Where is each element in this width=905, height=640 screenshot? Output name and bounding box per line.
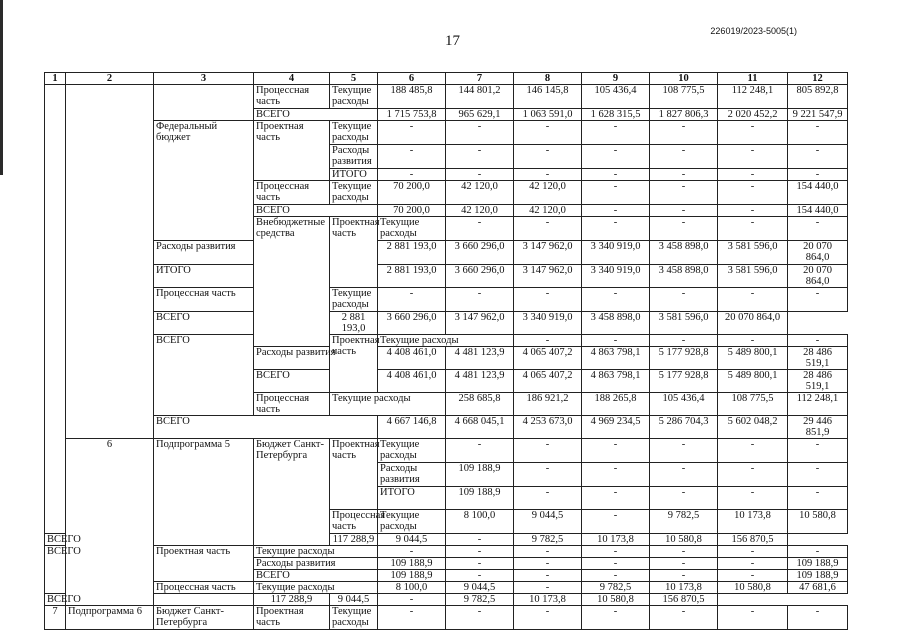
- part-cell: Процессная часть: [154, 288, 254, 312]
- table-row: [45, 85, 848, 109]
- table-row: [45, 241, 848, 265]
- value-cell-col-11: -: [788, 463, 848, 487]
- table-row: [45, 582, 848, 594]
- value-cell-col-7: 4 481 123,9: [446, 370, 514, 393]
- value-cell-col-12: 28 486 519,1: [788, 347, 848, 370]
- value-cell-col-7: -: [446, 169, 514, 181]
- value-cell-col-7: -: [446, 145, 514, 169]
- value-cell-col-8: -: [514, 570, 582, 582]
- part-cell: Проектная часть: [330, 335, 378, 393]
- expense-type-cell: Расходы развития: [154, 241, 254, 265]
- value-cell-col-9: -: [650, 217, 718, 241]
- value-cell-col-11: 10 580,8: [650, 534, 718, 546]
- expense-type-cell: Текущие расходы: [378, 510, 446, 534]
- value-cell-col-11: 2 020 452,2: [718, 109, 788, 121]
- value-cell-col-8: 146 145,8: [514, 85, 582, 109]
- value-cell-col-11: -: [718, 121, 788, 145]
- value-cell-col-7: -: [514, 487, 582, 510]
- value-cell-col-9: 9 782,5: [650, 510, 718, 534]
- value-cell-col-10: -: [718, 217, 788, 241]
- program-cell: ВСЕГО: [154, 335, 254, 416]
- total-label: ВСЕГО: [254, 109, 378, 121]
- value-cell-col-7: -: [446, 606, 514, 630]
- value-cell-col-8: -: [582, 463, 650, 487]
- value-cell-col-8: -: [378, 594, 446, 606]
- value-cell-col-12: -: [788, 121, 848, 145]
- value-cell-col-9: 9 782,5: [514, 534, 582, 546]
- total-label: ВСЕГО: [45, 534, 154, 546]
- value-cell-col-7: -: [514, 439, 582, 463]
- value-cell-col-7: 9 044,5: [330, 594, 378, 606]
- value-cell-col-10: 10 173,8: [718, 510, 788, 534]
- value-cell-col-11: -: [718, 145, 788, 169]
- value-cell-col-8: -: [514, 546, 582, 558]
- value-cell-col-6: 8 100,0: [446, 510, 514, 534]
- value-cell-col-12: 156 870,5: [650, 594, 718, 606]
- header-row: [45, 73, 848, 85]
- value-cell-col-9: 4 863 798,1: [582, 370, 650, 393]
- col-header-7: 7: [446, 73, 514, 85]
- value-cell-col-6: 8 100,0: [378, 582, 446, 594]
- value-cell-col-12: 805 892,8: [788, 85, 848, 109]
- value-cell-col-10: -: [650, 205, 718, 217]
- value-cell-col-7: 42 120,0: [446, 181, 514, 205]
- value-cell-col-6: 2 881 193,0: [378, 265, 446, 288]
- value-cell-col-8: -: [582, 217, 650, 241]
- value-cell-col-9: -: [582, 121, 650, 145]
- value-cell-col-11: -: [718, 181, 788, 205]
- col-header-6: 6: [378, 73, 446, 85]
- value-cell-col-6: 117 288,9: [330, 534, 378, 546]
- row-number-cell: 6: [66, 439, 154, 606]
- value-cell-col-9: 105 436,4: [650, 393, 718, 416]
- value-cell-col-9: 4 969 234,5: [582, 416, 650, 439]
- value-cell-col-9: 4 863 798,1: [582, 347, 650, 370]
- value-cell-col-9: -: [582, 546, 650, 558]
- source-cell: Федеральный бюджет: [154, 121, 254, 241]
- value-cell-col-7: 4 481 123,9: [446, 347, 514, 370]
- value-cell-col-9: -: [582, 145, 650, 169]
- value-cell-col-7: 144 801,2: [446, 85, 514, 109]
- value-cell-col-7: 3 660 296,0: [446, 265, 514, 288]
- value-cell-col-9: 3 340 919,0: [582, 265, 650, 288]
- value-cell-col-10: 5 177 928,8: [650, 370, 718, 393]
- value-cell-col-8: -: [514, 606, 582, 630]
- value-cell-col-10: -: [718, 487, 788, 510]
- value-cell-col-10: 5 177 928,8: [650, 347, 718, 370]
- value-cell-col-9: 3 340 919,0: [582, 241, 650, 265]
- value-cell-col-12: -: [788, 145, 848, 169]
- budget-table: [44, 72, 848, 630]
- total-label: ВСЕГО: [154, 312, 330, 335]
- part-cell: Процессная часть: [254, 85, 330, 109]
- value-cell-col-8: -: [650, 335, 718, 347]
- value-cell-col-6: 4 408 461,0: [378, 347, 446, 370]
- value-cell-col-10: 3 458 898,0: [650, 241, 718, 265]
- value-cell-col-6: -: [378, 288, 446, 312]
- source-cell: [154, 85, 254, 121]
- value-cell-col-9: -: [650, 463, 718, 487]
- value-cell-col-11: 112 248,1: [718, 85, 788, 109]
- program-cell: ВСЕГО: [45, 546, 66, 594]
- value-cell-col-8: -: [514, 121, 582, 145]
- value-cell-col-6: 117 288,9: [254, 594, 330, 606]
- value-cell-col-6: 109 188,9: [446, 463, 514, 487]
- value-cell-col-8: -: [514, 582, 582, 594]
- row-number-cell: [45, 85, 66, 534]
- value-cell-col-12: -: [788, 606, 848, 630]
- value-cell-col-11: -: [718, 546, 788, 558]
- value-cell-col-10: -: [650, 169, 718, 181]
- value-cell-col-10: -: [650, 570, 718, 582]
- value-cell-col-11: 10 580,8: [718, 582, 788, 594]
- source-cell: Бюджет Санкт-Петербурга: [154, 606, 254, 630]
- value-cell-col-8: 188 265,8: [582, 393, 650, 416]
- value-cell-col-8: -: [582, 510, 650, 534]
- value-cell-col-10: -: [650, 606, 718, 630]
- table-row: [45, 606, 848, 630]
- value-cell-col-7: -: [446, 570, 514, 582]
- col-header-10: 10: [650, 73, 718, 85]
- col-header-2: 2: [66, 73, 154, 85]
- value-cell-col-8: 4 065 407,2: [514, 370, 582, 393]
- value-cell-col-11: -: [718, 288, 788, 312]
- total-label: ВСЕГО: [45, 594, 254, 606]
- value-cell-col-12: 109 188,9: [788, 570, 848, 582]
- value-cell-col-6: -: [378, 169, 446, 181]
- part-cell: Процессная часть: [330, 510, 378, 534]
- value-cell-col-11: -: [788, 487, 848, 510]
- part-cell: Проектная часть: [254, 121, 330, 181]
- value-cell-col-7: -: [446, 546, 514, 558]
- value-cell-col-10: -: [650, 121, 718, 145]
- value-cell-col-9: -: [582, 606, 650, 630]
- value-cell-col-9: -: [582, 205, 650, 217]
- value-cell-col-8: -: [582, 439, 650, 463]
- value-cell-col-10: -: [650, 558, 718, 570]
- value-cell-col-6: 2 881 193,0: [330, 312, 378, 335]
- value-cell-col-7: 42 120,0: [446, 205, 514, 217]
- expense-type-cell: Текущие расходы: [254, 582, 378, 594]
- value-cell-col-12: -: [788, 288, 848, 312]
- subtotal-label: ИТОГО: [330, 169, 378, 181]
- page-edge-line: [0, 0, 3, 175]
- value-cell-col-11: 10 580,8: [788, 510, 848, 534]
- value-cell-col-6: -: [378, 121, 446, 145]
- program-cell: Подпрограмма 6: [66, 606, 154, 630]
- part-cell: Проектная часть: [330, 439, 378, 510]
- value-cell-col-6: 109 188,9: [378, 558, 446, 570]
- value-cell-col-6: 4 408 461,0: [378, 370, 446, 393]
- value-cell-col-10: 5 286 704,3: [650, 416, 718, 439]
- value-cell-col-7: -: [514, 217, 582, 241]
- page-number: 17: [445, 33, 460, 49]
- value-cell-col-10: 108 775,5: [650, 85, 718, 109]
- value-cell-col-11: -: [788, 217, 848, 241]
- part-cell: Проектная часть: [330, 217, 378, 288]
- value-cell-col-8: -: [514, 169, 582, 181]
- expense-type-cell: Текущие расходы: [378, 217, 446, 241]
- expense-type-cell: Расходы развития: [254, 347, 378, 370]
- document-id: 226019/2023-5005(1): [710, 26, 797, 36]
- value-cell-col-11: -: [718, 570, 788, 582]
- table-row: [45, 121, 848, 145]
- value-cell-col-7: 4 668 045,1: [446, 416, 514, 439]
- value-cell-col-12: -: [788, 169, 848, 181]
- value-cell-col-11: -: [718, 558, 788, 570]
- value-cell-col-11: 3 581 596,0: [718, 265, 788, 288]
- part-cell: Процессная часть: [254, 393, 330, 416]
- value-cell-col-8: -: [446, 534, 514, 546]
- value-cell-col-9: 1 628 315,5: [582, 109, 650, 121]
- value-cell-col-6: 4 667 146,8: [378, 416, 446, 439]
- part-cell: Процессная часть: [154, 582, 254, 594]
- value-cell-col-11: 3 581 596,0: [650, 312, 718, 335]
- table-row: [45, 312, 848, 335]
- value-cell-col-6: 1 715 753,8: [378, 109, 446, 121]
- value-cell-col-6: -: [446, 217, 514, 241]
- table-row: [45, 288, 848, 312]
- subtotal-label: ИТОГО: [378, 487, 446, 510]
- expense-type-cell: Текущие расходы: [378, 335, 514, 347]
- col-header-9: 9: [582, 73, 650, 85]
- value-cell-col-9: -: [582, 169, 650, 181]
- total-label: ВСЕГО: [254, 370, 378, 393]
- value-cell-col-6: -: [378, 546, 446, 558]
- value-cell-col-10: -: [650, 145, 718, 169]
- value-cell-col-10: -: [650, 288, 718, 312]
- value-cell-col-12: 20 070 864,0: [718, 312, 788, 335]
- value-cell-col-6: 70 200,0: [378, 205, 446, 217]
- value-cell-col-6: 2 881 193,0: [378, 241, 446, 265]
- table-row: [45, 335, 848, 347]
- program-cell: [66, 85, 154, 439]
- value-cell-col-10: 10 173,8: [582, 534, 650, 546]
- expense-type-cell: Расходы развития: [330, 145, 378, 169]
- value-cell-col-8: 3 147 962,0: [446, 312, 514, 335]
- subtotal-label: ИТОГО: [154, 265, 254, 288]
- value-cell-col-6: 109 188,9: [446, 487, 514, 510]
- value-cell-col-9: -: [582, 181, 650, 205]
- value-cell-col-12: 47 681,6: [788, 582, 848, 594]
- value-cell-col-8: -: [582, 487, 650, 510]
- value-cell-col-7: 3 660 296,0: [446, 241, 514, 265]
- value-cell-col-6: 188 485,8: [378, 85, 446, 109]
- value-cell-col-9: 3 340 919,0: [514, 312, 582, 335]
- expense-type-cell: Расходы развития: [254, 558, 378, 570]
- col-header-8: 8: [514, 73, 582, 85]
- value-cell-col-10: -: [650, 546, 718, 558]
- value-cell-col-10: 108 775,5: [718, 393, 788, 416]
- value-cell-col-11: 3 581 596,0: [718, 241, 788, 265]
- program-cell: Подпрограмма 5: [154, 439, 254, 546]
- value-cell-col-7: -: [446, 558, 514, 570]
- value-cell-col-10: -: [718, 463, 788, 487]
- value-cell-col-10: 1 827 806,3: [650, 109, 718, 121]
- value-cell-col-9: 9 782,5: [582, 582, 650, 594]
- value-cell-col-11: -: [718, 169, 788, 181]
- value-cell-col-10: -: [650, 181, 718, 205]
- value-cell-col-12: -: [788, 546, 848, 558]
- value-cell-col-12: 154 440,0: [788, 205, 848, 217]
- value-cell-col-6: -: [446, 439, 514, 463]
- expense-type-cell: Текущие расходы: [330, 85, 378, 109]
- table-row: [45, 546, 848, 558]
- value-cell-col-12: 20 070 864,0: [788, 265, 848, 288]
- value-cell-col-8: 4 065 407,2: [514, 347, 582, 370]
- value-cell-col-8: 1 063 591,0: [514, 109, 582, 121]
- value-cell-col-11: -: [788, 439, 848, 463]
- source-cell: Внебюджетные средства: [254, 217, 330, 347]
- expense-type-cell: Текущие расходы: [330, 393, 446, 416]
- value-cell-col-7: 9 044,5: [446, 582, 514, 594]
- value-cell-col-11: -: [718, 205, 788, 217]
- value-cell-col-8: -: [514, 145, 582, 169]
- source-cell: Бюджет Санкт-Петербурга: [254, 439, 330, 546]
- value-cell-col-8: 42 120,0: [514, 205, 582, 217]
- value-cell-col-11: -: [718, 606, 788, 630]
- value-cell-col-10: 3 458 898,0: [650, 265, 718, 288]
- col-header-3: 3: [154, 73, 254, 85]
- total-label: ВСЕГО: [254, 205, 378, 217]
- value-cell-col-12: 154 440,0: [788, 181, 848, 205]
- value-cell-col-7: 186 921,2: [514, 393, 582, 416]
- value-cell-col-12: 109 188,9: [788, 558, 848, 570]
- part-cell: Проектная часть: [154, 546, 254, 582]
- value-cell-col-6: 70 200,0: [378, 181, 446, 205]
- part-cell: Процессная часть: [254, 181, 330, 205]
- value-cell-col-12: 29 446 851,9: [788, 416, 848, 439]
- value-cell-col-9: 9 782,5: [446, 594, 514, 606]
- total-label: ВСЕГО: [254, 570, 378, 582]
- value-cell-col-8: 3 147 962,0: [514, 241, 582, 265]
- value-cell-col-7: 9 044,5: [514, 510, 582, 534]
- col-header-11: 11: [718, 73, 788, 85]
- table-row: [45, 594, 848, 606]
- value-cell-col-9: -: [582, 558, 650, 570]
- value-cell-col-7: -: [514, 463, 582, 487]
- value-cell-col-6: 258 685,8: [446, 393, 514, 416]
- row-number-cell: 7: [45, 606, 66, 630]
- value-cell-col-8: -: [514, 558, 582, 570]
- value-cell-col-12: 9 221 547,9: [788, 109, 848, 121]
- value-cell-col-9: -: [582, 570, 650, 582]
- value-cell-col-11: 10 580,8: [582, 594, 650, 606]
- value-cell-col-9: -: [650, 487, 718, 510]
- expense-type-cell: Текущие расходы: [378, 439, 446, 463]
- value-cell-col-7: -: [582, 335, 650, 347]
- value-cell-col-12: 156 870,5: [718, 534, 788, 546]
- value-cell-col-6: 109 188,9: [378, 570, 446, 582]
- expense-type-cell: Текущие расходы: [254, 546, 378, 558]
- value-cell-col-9: 105 436,4: [582, 85, 650, 109]
- expense-type-cell: Текущие расходы: [330, 181, 378, 205]
- value-cell-col-6: -: [378, 145, 446, 169]
- value-cell-col-7: 965 629,1: [446, 109, 514, 121]
- value-cell-col-9: -: [718, 335, 788, 347]
- value-cell-col-11: 5 602 048,2: [718, 416, 788, 439]
- table-row: [45, 265, 848, 288]
- part-cell: Проектная часть: [254, 606, 330, 630]
- value-cell-col-6: -: [378, 606, 446, 630]
- value-cell-col-12: 28 486 519,1: [788, 370, 848, 393]
- expense-type-cell: Расходы развития: [378, 463, 446, 487]
- value-cell-col-11: 112 248,1: [788, 393, 848, 416]
- value-cell-col-11: 5 489 800,1: [718, 347, 788, 370]
- expense-type-cell: Текущие расходы: [330, 606, 378, 630]
- value-cell-col-6: -: [514, 335, 582, 347]
- table-row: [45, 416, 848, 439]
- value-cell-col-10: 3 458 898,0: [582, 312, 650, 335]
- expense-type-cell: Текущие расходы: [330, 121, 378, 145]
- value-cell-col-8: 4 253 673,0: [514, 416, 582, 439]
- value-cell-col-8: -: [514, 288, 582, 312]
- value-cell-col-7: 3 660 296,0: [378, 312, 446, 335]
- value-cell-col-10: -: [718, 439, 788, 463]
- value-cell-col-10: -: [788, 335, 848, 347]
- value-cell-col-7: -: [446, 288, 514, 312]
- value-cell-col-9: -: [650, 439, 718, 463]
- value-cell-col-7: 9 044,5: [378, 534, 446, 546]
- expense-type-cell: Текущие расходы: [330, 288, 378, 312]
- col-header-12: 12: [788, 73, 848, 85]
- value-cell-col-11: 5 489 800,1: [718, 370, 788, 393]
- value-cell-col-7: -: [446, 121, 514, 145]
- value-cell-col-10: 10 173,8: [650, 582, 718, 594]
- value-cell-col-8: 3 147 962,0: [514, 265, 582, 288]
- value-cell-col-9: -: [582, 288, 650, 312]
- value-cell-col-10: 10 173,8: [514, 594, 582, 606]
- table-row: [45, 439, 848, 463]
- col-header-1: 1: [45, 73, 66, 85]
- value-cell-col-12: 20 070 864,0: [788, 241, 848, 265]
- col-header-5: 5: [330, 73, 378, 85]
- total-label: ВСЕГО: [154, 416, 378, 439]
- value-cell-col-8: 42 120,0: [514, 181, 582, 205]
- col-header-4: 4: [254, 73, 330, 85]
